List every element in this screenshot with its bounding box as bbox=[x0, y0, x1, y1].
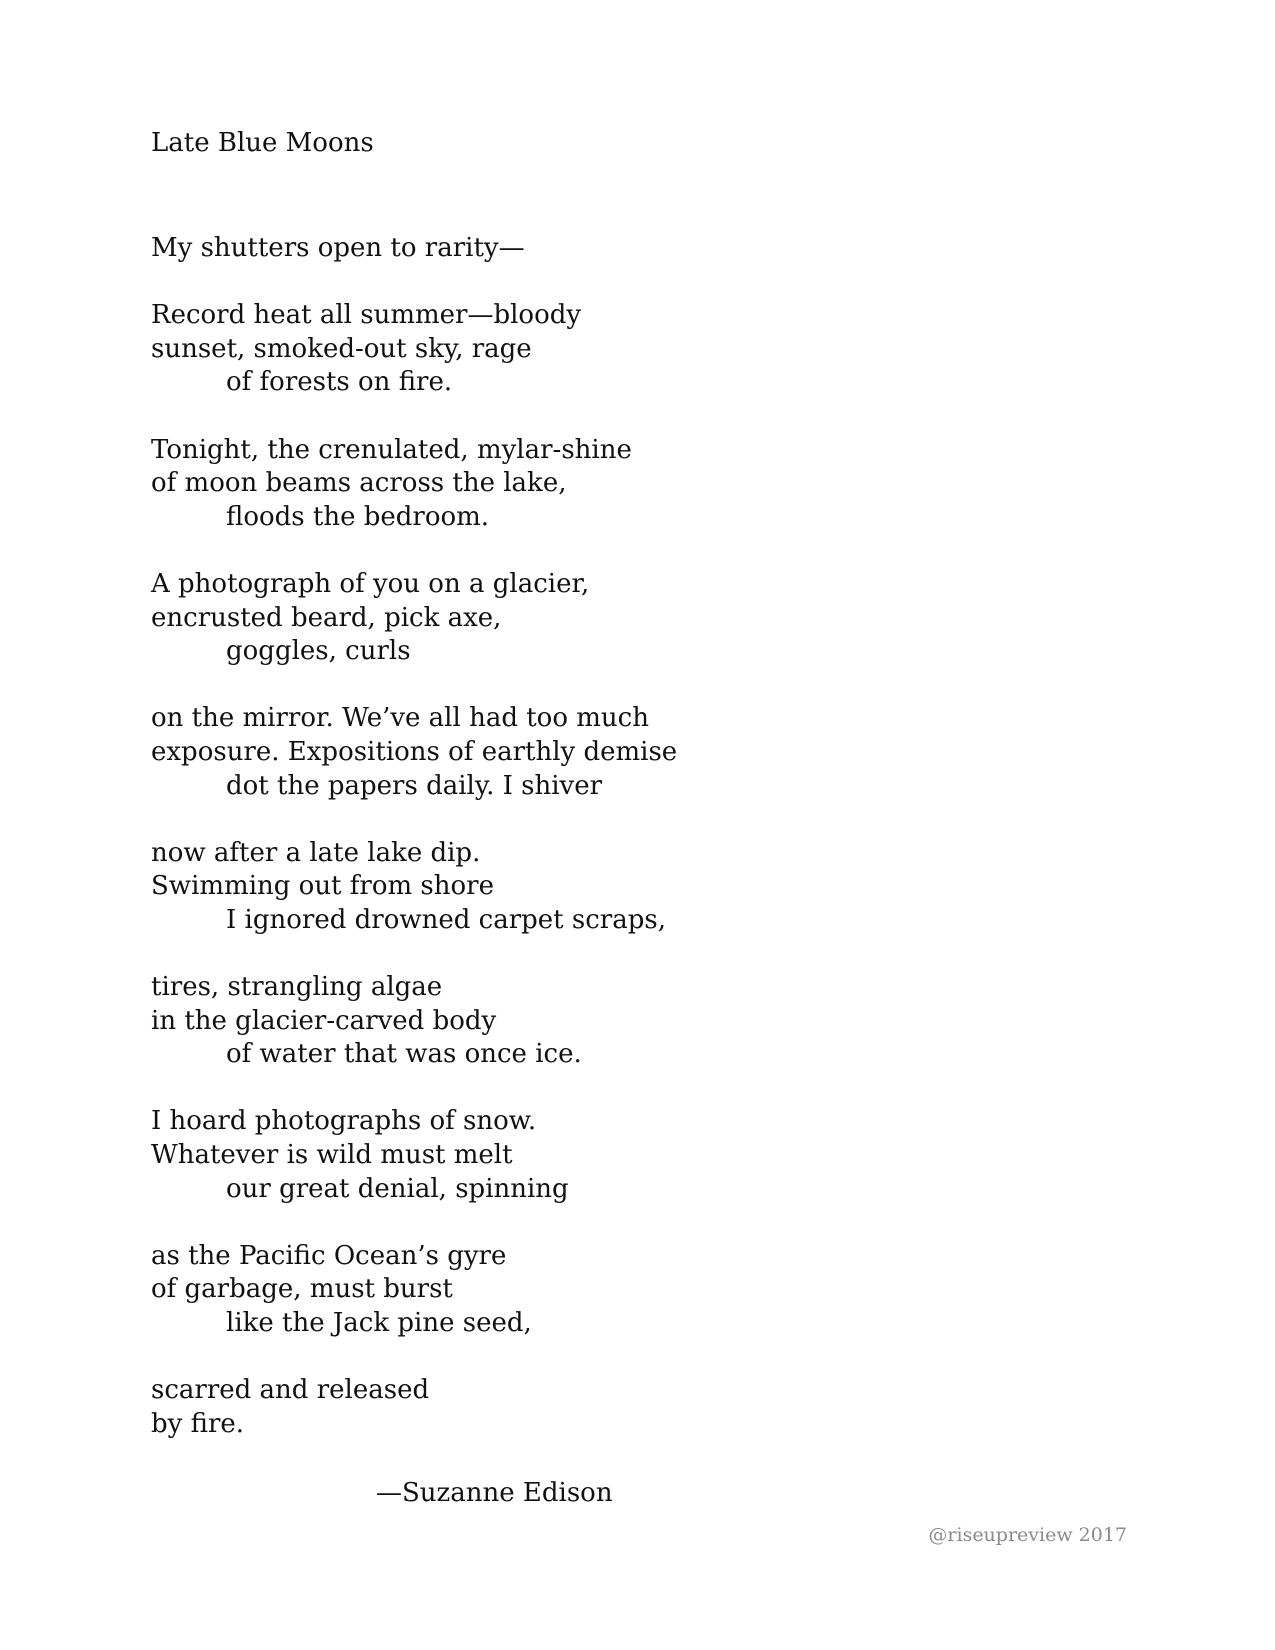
poem-line: as the Pacific Ocean’s gyre bbox=[151, 1240, 507, 1271]
poem-line: A photograph of you on a glacier, bbox=[151, 568, 590, 599]
poem-line: dot the papers daily. I shiver bbox=[226, 770, 603, 801]
poem-line: floods the bedroom. bbox=[226, 501, 490, 532]
poem-line: Tonight, the crenulated, mylar-shine bbox=[151, 434, 632, 465]
poem-line: My shutters open to rarity— bbox=[151, 233, 525, 263]
poem-line: I ignored drowned carpet scraps, bbox=[226, 904, 666, 935]
poem-line: in the glacier-carved body bbox=[151, 1005, 497, 1036]
poem-line: sunset, smoked-out sky, rage bbox=[151, 333, 532, 364]
poem-line: tires, strangling algae bbox=[151, 972, 443, 1003]
poem-line: Whatever is wild must melt bbox=[151, 1140, 513, 1171]
poem-line: encrusted beard, pick axe, bbox=[151, 602, 502, 633]
poem-title: Late Blue Moons bbox=[151, 128, 374, 158]
stanza bbox=[151, 1374, 677, 1441]
poem-line: now after a late lake dip. bbox=[151, 837, 481, 868]
poem-line: on the mirror. We’ve all had too much bbox=[151, 703, 649, 734]
poem-line: like the Jack pine seed, bbox=[226, 1308, 532, 1338]
stanza bbox=[151, 299, 677, 400]
stanza bbox=[151, 971, 677, 1072]
watermark: @riseupreview 2017 bbox=[928, 1524, 1127, 1546]
stanza bbox=[151, 568, 677, 669]
poem-line: of water that was once ice. bbox=[226, 1039, 582, 1070]
poem-line: of garbage, must burst bbox=[151, 1274, 453, 1305]
stanza bbox=[151, 1240, 677, 1341]
poem-line: of moon beams across the lake, bbox=[151, 468, 567, 499]
poem-line: Swimming out from shore bbox=[151, 871, 494, 902]
poem-line: Record heat all summer—bloody bbox=[151, 300, 582, 331]
poem-line: scarred and released bbox=[151, 1375, 430, 1406]
stanza bbox=[151, 1105, 677, 1206]
poem-line: of forests on fire. bbox=[226, 367, 453, 398]
poem-line: by fire. bbox=[151, 1408, 245, 1439]
poem-author: —Suzanne Edison bbox=[376, 1478, 613, 1508]
stanza bbox=[151, 837, 677, 938]
stanza bbox=[151, 434, 677, 535]
stanza bbox=[151, 702, 677, 803]
poem-line: exposure. Expositions of earthly demise bbox=[151, 736, 678, 767]
poem-line: our great denial, spinning bbox=[226, 1173, 569, 1204]
stanza bbox=[151, 232, 677, 266]
poem-line: goggles, curls bbox=[226, 636, 411, 667]
poem-body bbox=[151, 232, 677, 1475]
poem-line: I hoard photographs of snow. bbox=[151, 1106, 537, 1137]
